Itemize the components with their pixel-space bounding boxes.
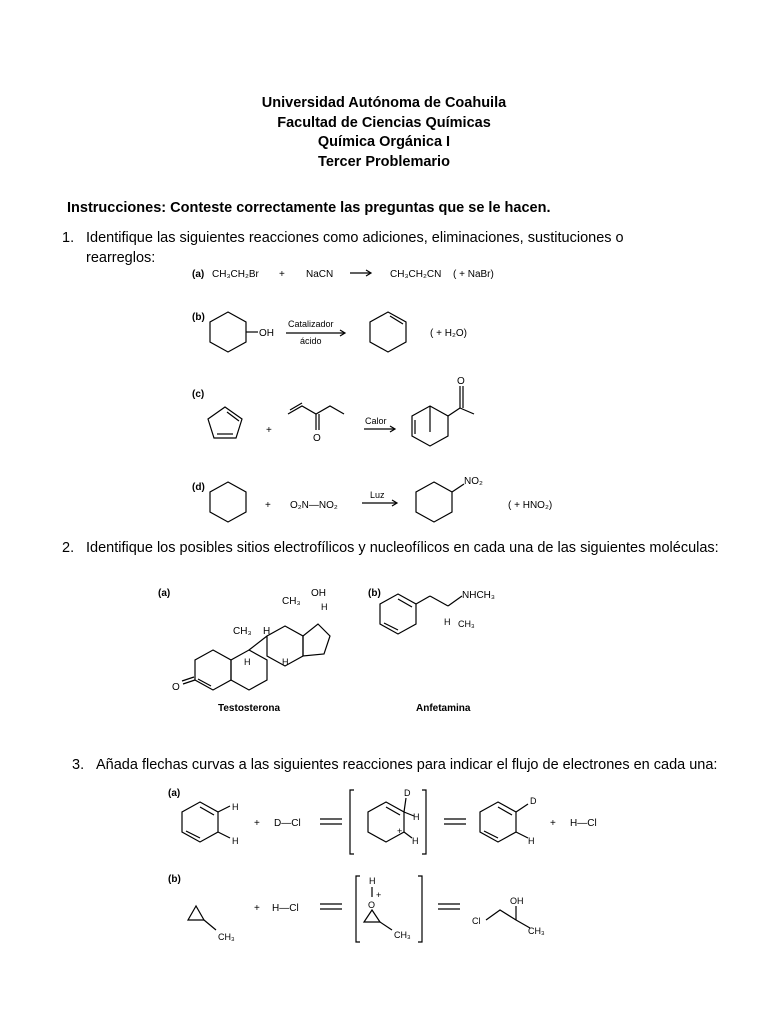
- hydrogen-4: H: [412, 836, 419, 846]
- ring-a: [195, 650, 231, 690]
- reaction-1a-product: CH₃CH₂CN: [390, 269, 442, 280]
- ketone-oxygen: O: [172, 682, 180, 693]
- reaction-1d-reagent: O₂N—NO₂: [290, 500, 338, 511]
- molecule-testosterone: [158, 580, 358, 720]
- question-3: [72, 756, 717, 776]
- question-1-text-line2: rearreglos:: [86, 249, 156, 266]
- hydrogen: H: [369, 876, 376, 886]
- ring-d: [303, 624, 330, 656]
- hydrogen-label-low1: H: [244, 657, 251, 667]
- reaction-1d-condition: Luz: [370, 490, 385, 500]
- question-3-number: 3.: [72, 757, 85, 773]
- bracket-right: [418, 876, 422, 942]
- protonated-epoxide-ring: [364, 910, 380, 922]
- reaction-3a-label: (a): [168, 788, 181, 799]
- cyclohexane-ring: [210, 482, 246, 522]
- cyclohexanol-ring: [210, 312, 246, 352]
- reaction-3a-plus1: +: [254, 818, 260, 829]
- instructions: Instrucciones: Conteste correctamente las preguntas que se le hacen.: [67, 200, 551, 216]
- reaction-1d-label: (d): [192, 482, 205, 493]
- methyl-2: CH₃: [394, 930, 411, 940]
- molecule-2b-name: Anfetamina: [416, 703, 471, 714]
- course-name: Química Orgánica I: [317, 134, 451, 150]
- reaction-1a-reactant1: CH₃CH₂Br: [212, 269, 259, 280]
- methyl-label-top: CH₃: [282, 596, 301, 607]
- faculty-name: Facultad de Ciencias Químicas: [277, 114, 491, 131]
- hydrogen-3: H: [413, 812, 420, 822]
- molecule-2a-name: Testosterona: [218, 703, 281, 714]
- cyclopentadiene-ring: [208, 407, 242, 438]
- molecule-2a-label: (a): [158, 588, 171, 599]
- reaction-1b-condition-bottom: ácido: [300, 336, 322, 346]
- document-header: [0, 94, 768, 172]
- reaction-1b-byproduct: ( + H₂O): [430, 328, 467, 339]
- molecule-amphetamine: [368, 580, 528, 720]
- hydroxyl: OH: [510, 896, 524, 906]
- reaction-1d-plus: +: [265, 500, 271, 511]
- arenium-ring: [368, 802, 404, 842]
- methyl-label-mid: CH₃: [233, 626, 252, 637]
- reaction-3a: [168, 782, 608, 857]
- deuterium-2: D: [530, 796, 537, 806]
- question-1-text-line1: Identifique las siguientes reacciones como adiciones, eliminaciones, sustituciones o: [86, 230, 624, 246]
- chlorine: Cl: [472, 916, 481, 926]
- bracket-left: [356, 876, 360, 942]
- benzene-ring: [182, 802, 218, 842]
- reaction-1a-byproduct: ( + NaBr): [453, 269, 494, 280]
- hydroxyl-label: OH: [259, 328, 274, 339]
- nitro-group: NO₂: [464, 476, 483, 487]
- reaction-3a-product: H—Cl: [570, 818, 597, 829]
- reaction-3a-reagent: D—Cl: [274, 818, 301, 829]
- reaction-1d: [190, 470, 553, 530]
- reaction-1b-condition-top: Catalizador: [288, 319, 334, 329]
- methyl-1: CH₃: [218, 932, 235, 942]
- reaction-1c-label: (c): [192, 389, 205, 400]
- reaction-3b-label: (b): [168, 874, 181, 885]
- hydrogen-label-top: H: [321, 602, 328, 612]
- deuterium-1: D: [404, 788, 411, 798]
- reaction-1a-reactant2: NaCN: [306, 269, 334, 280]
- molecule-2b-label: (b): [368, 588, 381, 599]
- reaction-3b-plus: +: [254, 903, 260, 914]
- question-3-text: Añada flechas curvas a las siguientes reacciones para indicar el flujo de electrones en cada una:: [96, 757, 718, 773]
- butenone-chain: [288, 406, 344, 414]
- hydrogen-label-low2: H: [282, 657, 289, 667]
- reaction-1a-label: (a): [192, 269, 205, 280]
- question-2-text: Identifique los posibles sitios electrofílicos y nucleofílicos en cada una de las siguientes moléculas:: [86, 540, 719, 556]
- ketone-oxygen: O: [313, 433, 321, 444]
- hydrogen-5: H: [528, 836, 535, 846]
- methyl-3: CH₃: [528, 926, 545, 936]
- bracket-right: [422, 790, 426, 854]
- epoxide-ring: [188, 906, 204, 920]
- reaction-1a-plus: +: [279, 269, 285, 280]
- hydrogen-label-mid: H: [263, 626, 271, 637]
- nitrocyclohexane-ring: [416, 482, 452, 522]
- reaction-1b-label: (b): [192, 312, 205, 323]
- question-1-number: 1.: [62, 230, 75, 246]
- benzene-ring: [380, 594, 416, 634]
- assignment-title: Tercer Problemario: [318, 153, 450, 170]
- reaction-1c-plus: +: [266, 425, 272, 436]
- chlorohydrin-chain: [486, 910, 530, 928]
- hydroxyl-label: OH: [311, 588, 326, 599]
- cyclohexene-ring: [370, 312, 406, 352]
- reaction-1c: [190, 372, 530, 452]
- hydrogen-label: H: [444, 617, 451, 627]
- ring-b: [231, 650, 267, 690]
- bracket-left: [350, 790, 354, 854]
- university-name: Universidad Autónoma de Coahuila: [261, 95, 507, 111]
- question-2-number: 2.: [62, 540, 75, 556]
- reaction-3b: [168, 866, 568, 946]
- reaction-1d-byproduct: ( + HNO₂): [508, 500, 553, 511]
- hydrogen-2: H: [232, 836, 239, 846]
- reaction-1c-condition: Calor: [365, 416, 387, 426]
- reaction-3b-reagent: H—Cl: [272, 903, 299, 914]
- methyl-label: CH₃: [458, 619, 475, 629]
- reaction-1a: [190, 262, 530, 286]
- product-ring: [480, 802, 516, 842]
- reaction-3a-plus2: +: [550, 818, 556, 829]
- positive-charge: +: [376, 890, 382, 900]
- question-2: [62, 539, 719, 559]
- methylamino-label: NHCH₃: [462, 590, 495, 601]
- oxonium-oxygen: O: [368, 900, 376, 910]
- hydrogen-1: H: [232, 802, 239, 812]
- reaction-1b: [190, 300, 530, 360]
- positive-charge: +: [397, 826, 403, 836]
- product-ketone-oxygen: O: [457, 376, 465, 387]
